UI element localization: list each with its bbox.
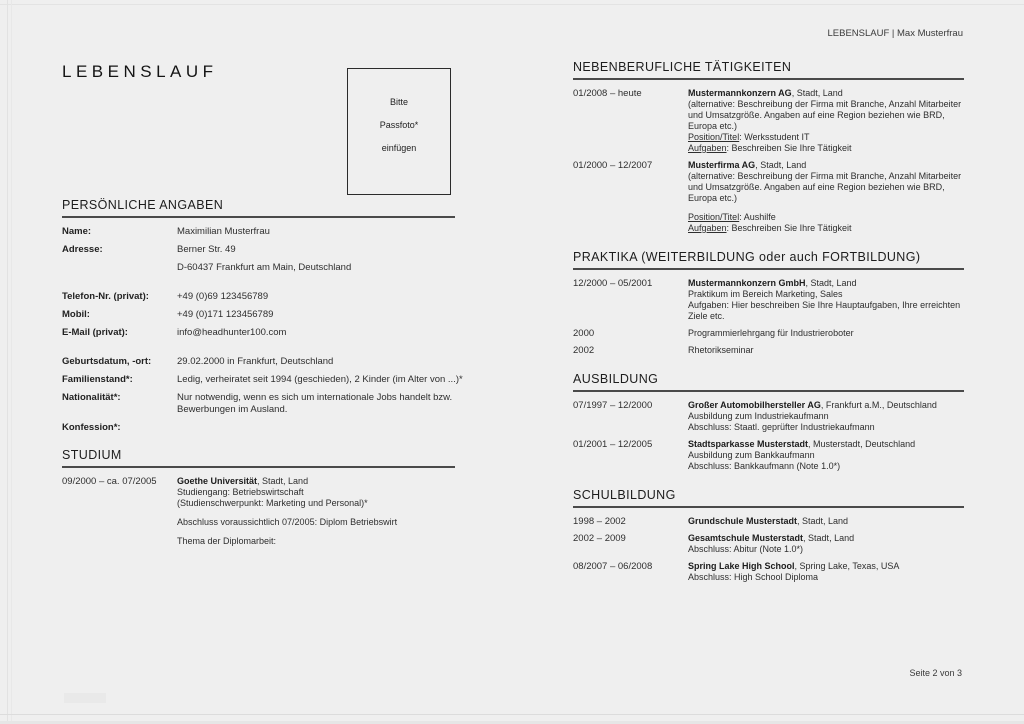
organization-name: Musterfirma AG	[688, 160, 756, 170]
line-spacer	[177, 528, 455, 536]
entry-line: Europa etc.)	[688, 121, 738, 131]
entry-line: Thema der Diplomarbeit:	[177, 536, 277, 546]
section-entries	[573, 516, 964, 583]
entry-line: Grundschule Musterstadt, Stadt, Land	[688, 516, 849, 526]
field-value	[177, 327, 455, 339]
organization-name: Spring Lake High School	[688, 561, 795, 571]
cv-entry	[573, 400, 964, 433]
section-heading: PERSÖNLICHE ANGABEN	[62, 198, 455, 218]
page-number: Seite 2 von 3	[909, 668, 962, 678]
entry-line: Studiengang: Betriebswirtschaft	[177, 487, 304, 497]
entry-description	[688, 439, 964, 472]
section-entries	[573, 278, 964, 356]
entry-line: Goethe Universität, Stadt, Land	[177, 476, 309, 486]
entry-line: Position/Titel: Aushilfe	[688, 212, 776, 222]
section-entries	[62, 476, 455, 547]
page-edge-left	[7, 0, 8, 724]
field-value-line	[177, 422, 455, 434]
line-spacer	[688, 204, 964, 212]
entry-date: 01/2000 – 12/2007	[573, 160, 653, 171]
entry-date: 09/2000 – ca. 07/2005	[62, 476, 157, 487]
field-value	[177, 392, 455, 416]
entry-line: Abschluss: Staatl. geprüfter Industriekaufmann	[688, 422, 875, 432]
organization-name: Mustermannkonzern GmbH	[688, 278, 806, 288]
personal-rows	[62, 226, 463, 434]
field-label: Adresse:	[62, 244, 103, 255]
field-label: Nationalität*:	[62, 392, 121, 403]
entry-line: Rhetorikseminar	[688, 345, 754, 355]
left-column	[62, 198, 463, 553]
entry-description	[688, 88, 964, 154]
entry-line: (Studienschwerpunkt: Marketing und Personal)*	[177, 498, 368, 508]
cv-entry	[573, 278, 964, 322]
field-label: Konfession*:	[62, 422, 121, 433]
entry-line: Position/Titel: Werksstudent IT	[688, 132, 810, 142]
section-heading: NEBENBERUFLICHE TÄTIGKEITEN	[573, 60, 964, 80]
field-label: Geburtsdatum, -ort:	[62, 356, 152, 367]
cv-entry	[62, 476, 455, 547]
entry-line: Ausbildung zum Bankkaufmann	[688, 450, 815, 460]
field-label: E-Mail (privat):	[62, 327, 128, 338]
field-label: Familienstand*:	[62, 374, 133, 385]
entry-date: 2002	[573, 345, 595, 356]
entry-line: Ziele etc.	[688, 311, 725, 321]
entry-line: Gesamtschule Musterstadt, Stadt, Land	[688, 533, 855, 543]
entry-description	[688, 561, 964, 583]
field-value-line: Ledig, verheiratet seit 1994 (geschieden), 2 Kinder (im Alter von ...)*	[177, 374, 463, 385]
entry-line: und Umsatzgröße. Angaben auf eine Region beziehen wie BRD,	[688, 182, 945, 192]
entry-description	[177, 476, 455, 547]
field-label: Mobil:	[62, 309, 90, 320]
running-header: LEBENSLAUF | Max Musterfrau	[827, 28, 963, 39]
field-value	[177, 244, 455, 256]
field-value-line: +49 (0)69 123456789	[177, 291, 269, 302]
entry-line: Abschluss: Abitur (Note 1.0*)	[688, 544, 804, 554]
section-entries	[573, 400, 964, 472]
cv-entry	[573, 561, 964, 583]
page-title: LEBENSLAUF	[62, 62, 218, 81]
section-heading: STUDIUM	[62, 448, 455, 468]
entry-line: Ausbildung zum Industriekaufmann	[688, 411, 829, 421]
cv-entry	[573, 533, 964, 555]
entry-description	[688, 160, 964, 234]
entry-date: 2000	[573, 328, 595, 339]
entry-date: 01/2001 – 12/2005	[573, 439, 653, 450]
cv-entry	[573, 439, 964, 472]
field-value-line: info@headhunter100.com	[177, 327, 287, 338]
section-entries	[573, 88, 964, 234]
cv-section	[573, 60, 964, 234]
field-value-line: Bewerbungen im Ausland.	[177, 404, 288, 415]
organization-name: Gesamtschule Musterstadt	[688, 533, 804, 543]
photo-placeholder-text: Bitte	[389, 97, 408, 107]
field-value	[177, 309, 455, 321]
section-personal	[62, 198, 463, 434]
cv-entry	[573, 88, 964, 154]
entry-line: Europa etc.)	[688, 193, 738, 203]
passport-photo-placeholder	[347, 68, 451, 195]
personal-row	[62, 392, 455, 416]
entry-line: Abschluss: High School Diploma	[688, 572, 819, 582]
entry-line: Stadtsparkasse Musterstadt, Musterstadt, Deutschland	[688, 439, 916, 449]
scan-smudge	[64, 693, 106, 703]
field-value-line: Maximilian Musterfrau	[177, 226, 270, 237]
entry-line: Praktikum im Bereich Marketing, Sales	[688, 289, 843, 299]
personal-row	[62, 356, 455, 368]
field-value-line: D-60437 Frankfurt am Main, Deutschland	[177, 262, 352, 273]
entry-date: 2002 – 2009	[573, 533, 626, 544]
entry-line: (alternative: Beschreibung der Firma mit Branche, Anzahl Mitarbeiter	[688, 171, 962, 181]
entry-line: Großer Automobilhersteller AG, Frankfurt a.M., Deutschland	[688, 400, 937, 410]
entry-description	[688, 516, 964, 527]
line-spacer	[177, 509, 455, 517]
entry-line: Spring Lake High School, Spring Lake, Texas, USA	[688, 561, 900, 571]
field-value	[177, 291, 455, 303]
underlined-label: Position/Titel	[688, 132, 740, 142]
entry-line: Mustermannkonzern AG, Stadt, Land	[688, 88, 843, 98]
underlined-label: Aufgaben	[688, 223, 727, 233]
field-value	[177, 226, 455, 238]
section-heading: PRAKTIKA (WEITERBILDUNG oder auch FORTBILDUNG)	[573, 250, 964, 270]
entry-line: Aufgaben: Beschreiben Sie Ihre Tätigkeit	[688, 223, 852, 233]
entry-line: Aufgaben: Beschreiben Sie Ihre Tätigkeit	[688, 143, 852, 153]
underlined-label: Aufgaben	[688, 143, 727, 153]
page-edge-left-inner	[11, 0, 12, 724]
entry-line: Abschluss: Bankkaufmann (Note 1.0*)	[688, 461, 841, 471]
section-heading: AUSBILDUNG	[573, 372, 964, 392]
cv-section	[573, 372, 964, 472]
cv-entry	[573, 516, 964, 527]
entry-description	[688, 533, 964, 555]
field-value	[177, 356, 455, 368]
entry-line: und Umsatzgröße. Angaben auf eine Region beziehen wie BRD,	[688, 110, 945, 120]
entry-line: (alternative: Beschreibung der Firma mit Branche, Anzahl Mitarbeiter	[688, 99, 962, 109]
entry-line: Musterfirma AG, Stadt, Land	[688, 160, 807, 170]
right-column	[573, 60, 964, 589]
organization-name: Grundschule Musterstadt	[688, 516, 798, 526]
cv-section	[573, 488, 964, 583]
entry-line: Programmierlehrgang für Industrieroboter	[688, 328, 854, 338]
field-value-line: 29.02.2000 in Frankfurt, Deutschland	[177, 356, 334, 367]
personal-row	[62, 374, 463, 386]
section-heading: SCHULBILDUNG	[573, 488, 964, 508]
field-value-line: Nur notwendig, wenn es sich um internationale Jobs handelt bzw.	[177, 392, 453, 403]
personal-row	[62, 309, 455, 321]
cv-entry	[573, 328, 964, 339]
entry-date: 07/1997 – 12/2000	[573, 400, 653, 411]
entry-description	[688, 328, 964, 339]
entry-description	[688, 278, 964, 322]
personal-row	[62, 244, 455, 256]
organization-name: Großer Automobilhersteller AG	[688, 400, 821, 410]
entry-date: 12/2000 – 05/2001	[573, 278, 653, 289]
entry-date: 01/2008 – heute	[573, 88, 642, 99]
field-label: Telefon-Nr. (privat):	[62, 291, 149, 302]
cv-section	[573, 250, 964, 356]
field-value-line: Berner Str. 49	[177, 244, 236, 255]
page-edge-bottom	[0, 714, 1024, 715]
section-studium	[62, 448, 455, 547]
personal-row	[62, 226, 455, 238]
entry-line: Abschluss voraussichtlich 07/2005: Diplom Betriebswirt	[177, 517, 398, 527]
photo-placeholder-text: einfügen	[381, 143, 417, 153]
entry-date: 08/2007 – 06/2008	[573, 561, 653, 572]
underlined-label: Position/Titel	[688, 212, 740, 222]
organization-name: Stadtsparkasse Musterstadt	[688, 439, 809, 449]
field-value	[177, 374, 463, 386]
photo-placeholder-text: Passfoto*	[379, 120, 419, 130]
entry-line: Aufgaben: Hier beschreiben Sie Ihre Hauptaufgaben, Ihre erreichten	[688, 300, 961, 310]
field-value	[177, 262, 455, 274]
organization-name: Mustermannkonzern AG	[688, 88, 792, 98]
field-value-line: +49 (0)171 123456789	[177, 309, 274, 320]
organization-name: Goethe Universität	[177, 476, 258, 486]
cv-entry	[573, 160, 964, 234]
cv-entry	[573, 345, 964, 356]
entry-description	[688, 345, 964, 356]
personal-row	[62, 327, 455, 339]
field-label: Name:	[62, 226, 92, 237]
entry-description	[688, 400, 964, 433]
entry-date: 1998 – 2002	[573, 516, 626, 527]
field-value	[177, 422, 455, 434]
personal-row	[62, 422, 455, 434]
field-label	[62, 262, 177, 274]
entry-line: Mustermannkonzern GmbH, Stadt, Land	[688, 278, 857, 288]
personal-row	[62, 262, 455, 274]
personal-row	[62, 291, 455, 303]
page-edge-top	[0, 4, 1024, 5]
